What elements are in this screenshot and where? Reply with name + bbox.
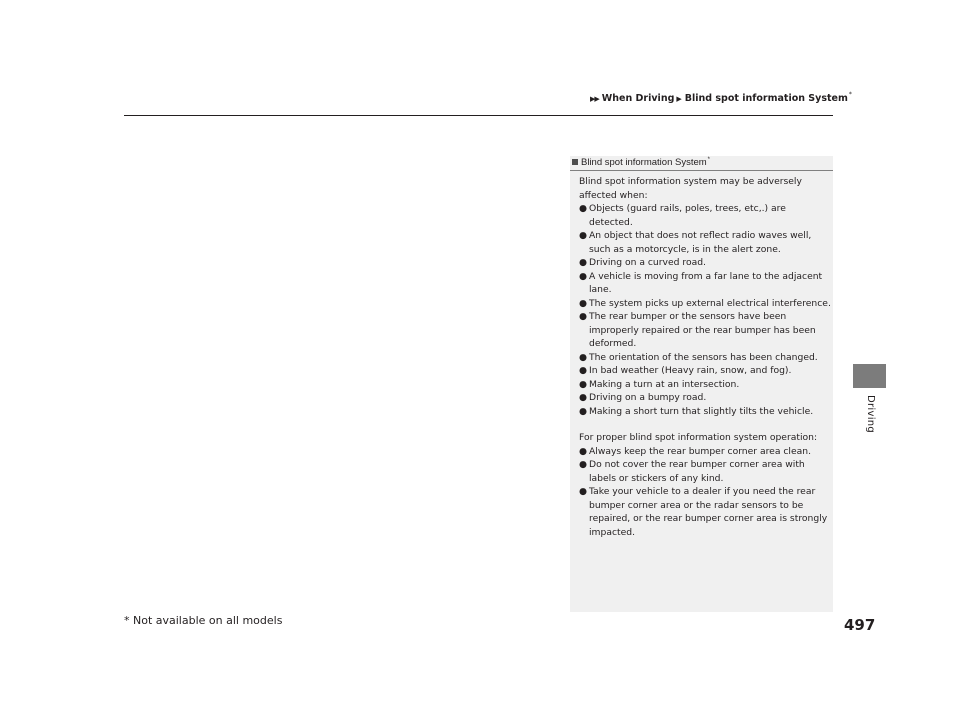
bullet-icon: ● [579, 405, 588, 417]
list-item [579, 351, 831, 365]
breadcrumb-topic[interactable]: Blind spot information System [684, 93, 848, 104]
bullet-icon: ● [579, 230, 588, 241]
bullet-icon: ● [579, 392, 588, 403]
list-item [579, 202, 831, 229]
double-arrow-icon: ▶▶ [590, 94, 599, 103]
operation-list [579, 445, 831, 540]
breadcrumb-asterisk: * [848, 91, 852, 98]
bullet-icon: ● [579, 311, 588, 322]
list-item-text: Do not cover the rear bumper corner area with labels or stickers of any kind. [589, 459, 805, 484]
list-item-text: Making a short turn that slightly tilts the vehicle. [589, 405, 814, 417]
list-item-text: The rear bumper or the sensors have been improperly repaired or the rear bumper has been deformed. [589, 311, 816, 349]
list-item [579, 229, 831, 256]
list-item [579, 378, 831, 392]
bullet-icon: ● [579, 486, 588, 497]
conditions-list [579, 202, 831, 418]
list-item [579, 297, 831, 311]
bullet-icon: ● [579, 445, 588, 457]
list-item-text: The orientation of the sensors has been changed. [589, 351, 818, 363]
list-item-text: Making a turn at an intersection. [589, 378, 740, 390]
page-number: 497 [844, 616, 876, 634]
list-item [579, 405, 831, 419]
breadcrumb-section[interactable]: When Driving [601, 93, 675, 104]
list-item [579, 391, 831, 405]
list-item-text: Driving on a curved road. [589, 257, 706, 268]
breadcrumb [590, 93, 852, 104]
list-item-text: Take your vehicle to a dealer if you need the rear bumper corner area or the radar sensors to be repaired, or the rear bumper corner area is strongly impacted. [589, 486, 828, 538]
list-item [579, 270, 831, 297]
note-heading [570, 157, 833, 171]
list-item [579, 310, 831, 351]
list-item [579, 445, 831, 459]
chapter-tab-label: Driving [865, 395, 876, 434]
footnote: * Not available on all models [124, 614, 283, 627]
note-intro: Blind spot information system may be adversely affected when: [579, 176, 802, 201]
note-heading-asterisk: * [707, 157, 711, 163]
bullet-icon: ● [579, 378, 588, 390]
list-item-text: Always keep the rear bumper corner area clean. [589, 445, 812, 457]
list-item [579, 485, 831, 539]
list-item-text: In bad weather (Heavy rain, snow, and fog). [589, 365, 792, 376]
list-item-text: A vehicle is moving from a far lane to the adjacent lane. [589, 270, 823, 295]
list-item-text: Objects (guard rails, poles, trees, etc,.) are detected. [589, 203, 786, 228]
list-item [579, 458, 831, 485]
operation-intro: For proper blind spot information system operation: [579, 432, 818, 443]
bullet-icon: ● [579, 203, 588, 214]
bullet-icon: ● [579, 459, 588, 470]
note-reference-icon [572, 159, 578, 165]
list-item-text: The system picks up external electrical interference. [589, 297, 831, 309]
note-panel [570, 156, 833, 612]
list-item-text: An object that does not reflect radio waves well, such as a motorcycle, is in the alert zone. [589, 230, 812, 255]
bullet-icon: ● [579, 297, 588, 309]
bullet-icon: ● [579, 270, 588, 282]
arrow-icon: ▶ [676, 94, 682, 103]
bullet-icon: ● [579, 257, 588, 268]
bullet-icon: ● [579, 351, 588, 363]
list-item-text: Driving on a bumpy road. [589, 392, 707, 403]
list-item [579, 364, 831, 378]
note-body [579, 175, 831, 539]
header-rule [124, 115, 833, 116]
bullet-icon: ● [579, 365, 588, 376]
chapter-tab[interactable] [853, 364, 886, 388]
note-heading-text: Blind spot information System [581, 157, 707, 168]
list-item [579, 256, 831, 270]
